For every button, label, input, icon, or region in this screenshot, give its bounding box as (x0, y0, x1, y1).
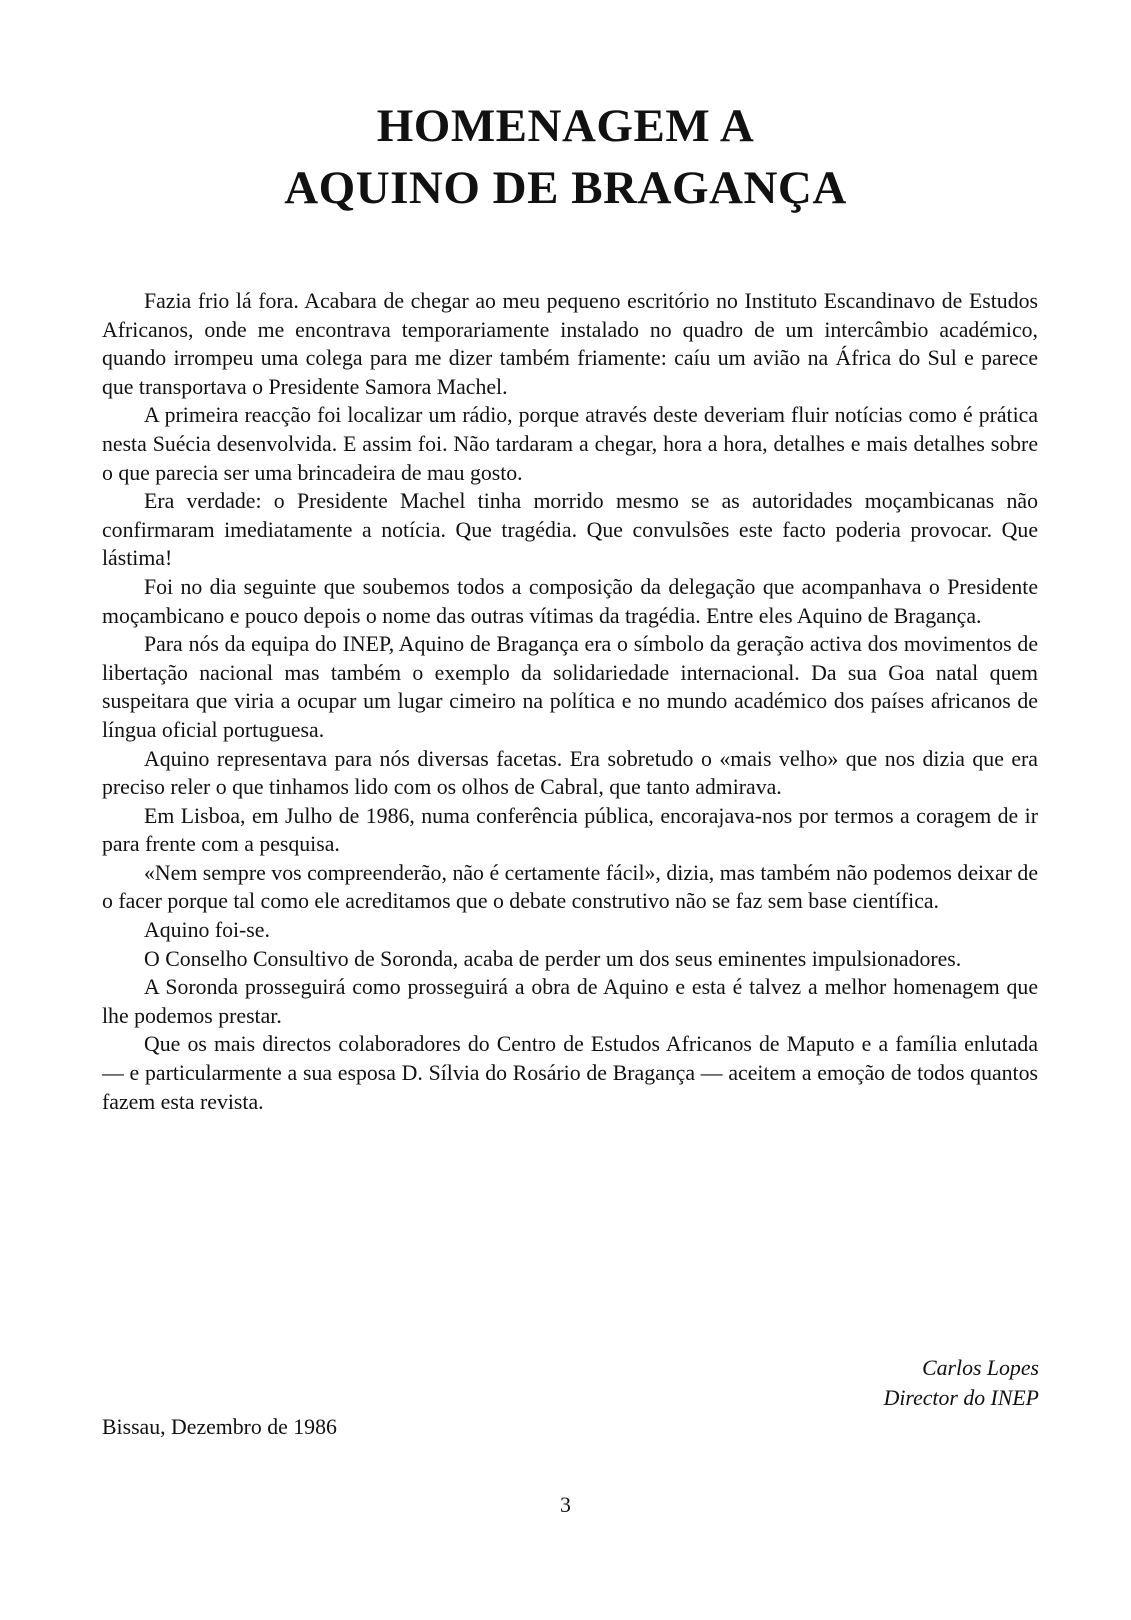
signature-role: Director do INEP (883, 1386, 1039, 1410)
paragraph: Fazia frio lá fora. Acabara de chegar ao meu pequeno escritório no Instituto Escandinavo de Estudos Africanos, onde me encontrava temporariamente instalado no quadro de um intercâmbio académico, quando irrompeu uma colega para me dizer também friamente: caíu um avião na África do Sul e parece que transportava o Presidente Samora Machel. (102, 289, 1038, 399)
paragraph: Aquino foi-se. (144, 918, 270, 943)
page-number: 3 (560, 1493, 571, 1517)
paragraph: Aquino representava para nós diversas facetas. Era sobretudo o «mais velho» que nos dizia que era preciso reler o que tinhamos lido com os olhos de Cabral, que tanto admirava. (102, 746, 1038, 800)
paragraph: «Nem sempre vos compreenderão, não é certamente fácil», dizia, mas também não podemos deixar de o facer porque tal como ele acreditamos que o debate construtivo não se faz sem base científica. (102, 860, 1038, 914)
place-date: Bissau, Dezembro de 1986 (102, 1415, 337, 1439)
signature-name: Carlos Lopes (922, 1356, 1039, 1380)
paragraph: Para nós da equipa do INEP, Aquino de Bragança era o símbolo da geração activa dos movimentos de libertação nacional mas também o exemplo da solidariedade internacional. Da sua Goa natal quem suspeitara que viria a ocupar um lugar cimeiro na política e no mundo académico dos países africanos de língua oficial portuguesa. (102, 632, 1038, 742)
signature-block (884, 1353, 1039, 1413)
paragraph: Era verdade: o Presidente Machel tinha morrido mesmo se as autoridades moçambicanas não confirmaram imediatamente a notícia. Que tragédia. Que convulsões este facto poderia provocar. Que lástima! (102, 489, 1038, 571)
paragraph: O Conselho Consultivo de Soronda, acaba de perder um dos seus eminentes impulsionadores. (144, 946, 962, 971)
paragraph: Que os mais directos colaboradores do Centro de Estudos Africanos de Maputo e a família enlutada — e particularmente a sua esposa D. Sílvia do Rosário de Bragança — aceitem a emoção de todos quantos fazem esta revista. (102, 1032, 1038, 1114)
paragraph: Foi no dia seguinte que soubemos todos a composição da delegação que acompanhava o Presidente moçambicano e pouco depois o nome das outras vítimas da tragédia. Entre eles Aquino de Bragança. (102, 574, 1038, 628)
paragraph: A Soronda prosseguirá como prosseguirá a obra de Aquino e esta é talvez a melhor homenagem que lhe podemos prestar. (102, 975, 1038, 1028)
paragraph: Em Lisboa, em Julho de 1986, numa conferência pública, encorajava-nos por termos a coragem de ir para frente com a pesquisa. (102, 803, 1038, 857)
title-line-1: HOMENAGEM A (376, 100, 755, 152)
title-line-2: AQUINO DE BRAGANÇA (284, 162, 847, 214)
article-body (102, 287, 1038, 1116)
paragraph: A primeira reacção foi localizar um rádio, porque através deste deveriam fluir notícias como é prática nesta Suécia desenvolvida. E assim foi. Não tardaram a chegar, hora a hora, detalhes e mais detalhes sobre o que parecia ser uma brincadeira de mau gosto. (102, 403, 1038, 485)
